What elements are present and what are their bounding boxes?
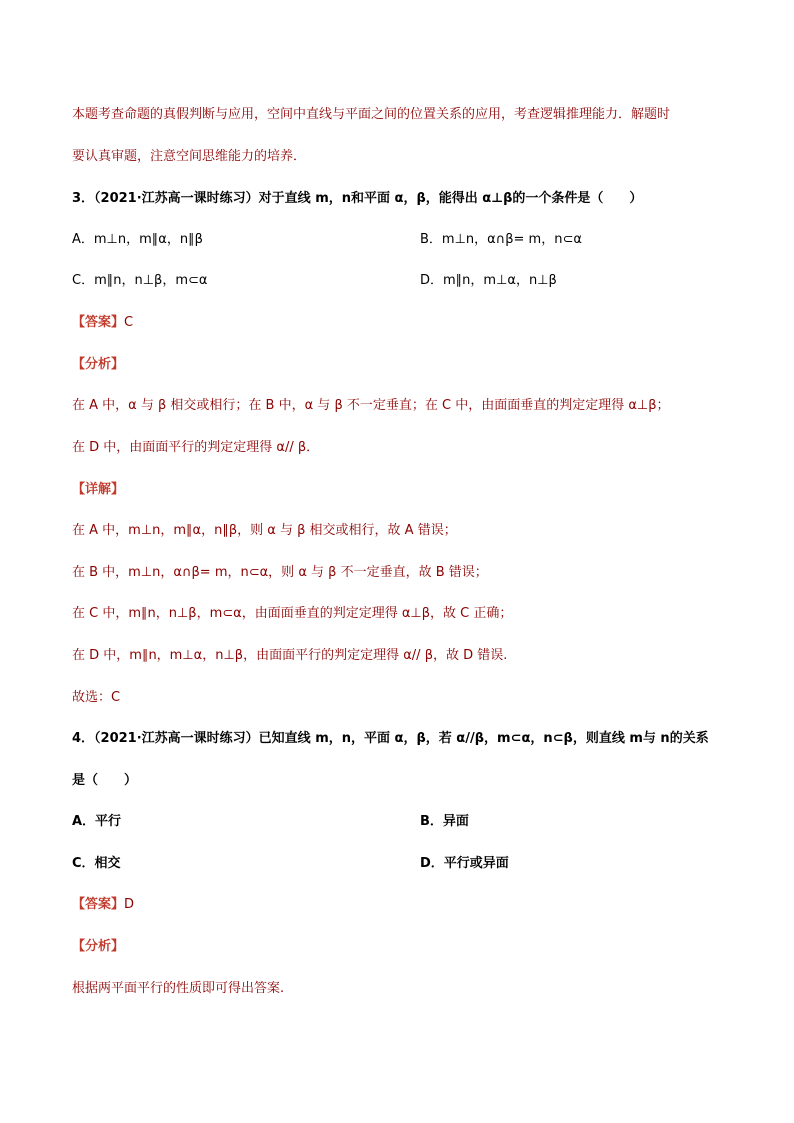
q3-analysis-line-1: 在 A 中，α 与 β 相交或相行；在 B 中，α 与 β 不一定垂直；在 C 中，由面面垂直的判定定理得 α⊥β； (72, 398, 670, 413)
q3-detail-tag: 【详解】 (72, 482, 125, 497)
q4-stem-line-2: 是（ ） (72, 773, 138, 788)
q3-choice: 故选：C (72, 690, 121, 705)
q4-option-a: A．平行 (72, 814, 122, 829)
q4-analysis-tag: 【分析】 (72, 939, 125, 954)
q4-option-c: C．相交 (72, 856, 121, 871)
q3-detail-line-3: 在 C 中，m∥n，n⊥β，m⊂α，由面面垂直的判定定理得 α⊥β，故 C 正确； (72, 606, 513, 621)
q4-stem-line-1: 4．（2021·江苏高一课时练习）已知直线 m，n，平面 α，β，若 α//β，m⊂α，n⊂β，则直线 m与 n的关系 (72, 731, 709, 746)
q4-options-row-1 (72, 813, 734, 831)
q3-detail-line-2: 在 B 中，m⊥n，α∩β= m，n⊂α，则 α 与 β 不一定垂直，故 B 错误； (72, 565, 488, 580)
q3-answer (72, 314, 734, 332)
q3-stem: 3．（2021·江苏高一课时练习）对于直线 m，n和平面 α，β，能得出 α⊥β的一个条件是（ ） (72, 191, 643, 206)
q3-option-a: A．m⊥n，m∥α，n∥β (72, 232, 203, 247)
intro-line-1: 本题考查命题的真假判断与应用，空间中直线与平面之间的位置关系的应用，考查逻辑推理能力．解题时 (72, 107, 671, 122)
q3-answer-tag: 【答案】 (72, 315, 125, 330)
q4-answer (72, 896, 734, 914)
q4-option-d: D．平行或异面 (420, 856, 509, 871)
q4-answer-value: D (124, 897, 135, 912)
q3-options-row-2 (72, 272, 734, 290)
q3-detail-line-4: 在 D 中，m∥n，m⊥α，n⊥β，由面面平行的判定定理得 α// β，故 D 错误. (72, 648, 508, 663)
q3-analysis-line-2: 在 D 中，由面面平行的判定定理得 α// β． (72, 440, 320, 455)
q3-option-b: B．m⊥n，α∩β= m，n⊂α (420, 232, 582, 247)
q3-options-row-1 (72, 231, 734, 249)
q4-option-b: B．异面 (420, 814, 469, 829)
q3-option-c: C．m∥n，n⊥β，m⊂α (72, 273, 208, 288)
q3-answer-value: C (124, 315, 134, 330)
q3-detail-line-1: 在 A 中，m⊥n，m∥α，n∥β，则 α 与 β 相交或相行，故 A 错误； (72, 523, 457, 538)
intro-line-2: 要认真审题，注意空间思维能力的培养． (72, 149, 307, 164)
q4-answer-tag: 【答案】 (72, 897, 125, 912)
q3-option-d: D．m∥n，m⊥α，n⊥β (420, 273, 557, 288)
q3-analysis-tag: 【分析】 (72, 357, 125, 372)
q4-analysis-line: 根据两平面平行的性质即可得出答案. (72, 981, 285, 996)
q4-options-row-2 (72, 855, 734, 873)
